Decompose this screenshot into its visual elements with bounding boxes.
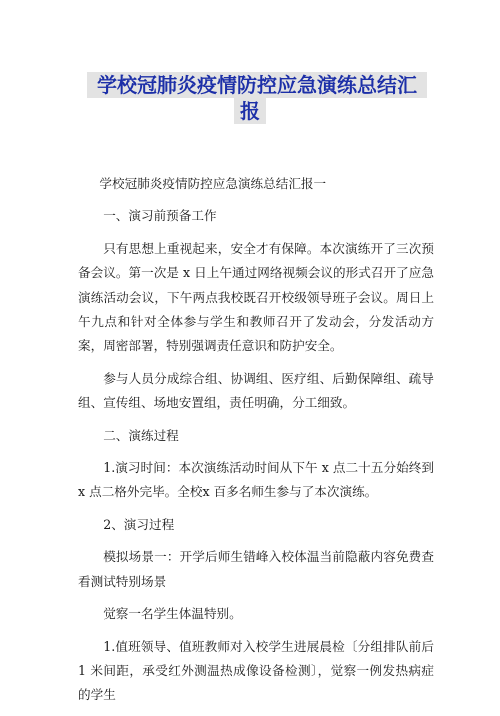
document-title-line-1: 学校冠肺炎疫情防控应急演练总结汇 [87,72,427,98]
document-title [0,72,500,124]
section-heading-preparation: 一、演习前预备工作 [103,208,217,224]
section-heading-process: 二、演练过程 [103,427,179,443]
paragraph-meetings: 只有思想上重视起来，安全才有保障。本次演练开了三次预备会议。第一次是 x 日上午通过网络视频会议的形式召开了应急演练活动会议，下午两点我校既召开校级领导班子会议。周日上午九点和针对全体参与学生和教师召开了发动会，分发活动方案，周密部署，特别强调责任意识和防护安全。 [78,240,434,354]
paragraph-groups: 参与人员分成综合组、协调组、医疗组、后勤保障组、疏导组、宣传组、场地安置组，责任明确，分工细致。 [78,370,434,411]
document-body [78,172,434,716]
subtitle-paragraph: 学校冠肺炎疫情防控应急演练总结汇报一 [99,176,327,191]
paragraph-drill-time: 1.演习时间：本次演练活动时间从下午 x 点二十五分始终到 x 点二格外完毕。全校x 百多名师生参与了本次演练。 [78,460,434,500]
paragraph-morning-check: 1.值班领导、值班教师对入校学生进展晨检〔分组排队前后 1 米间距，承受红外测温热成像设备检测〕，觉察一例发热病症的学生 [78,638,434,703]
paragraph-scenario-one: 模拟场景一：开学后师生错峰入校体温当前隐蔽内容免费查看测试特别场景 [78,549,434,589]
document-title-line-2: 报 [234,98,266,124]
paragraph-abnormal-temperature: 觉察一名学生体温特别。 [103,606,242,622]
section-heading-drill-process: 2、演习过程 [103,516,175,532]
